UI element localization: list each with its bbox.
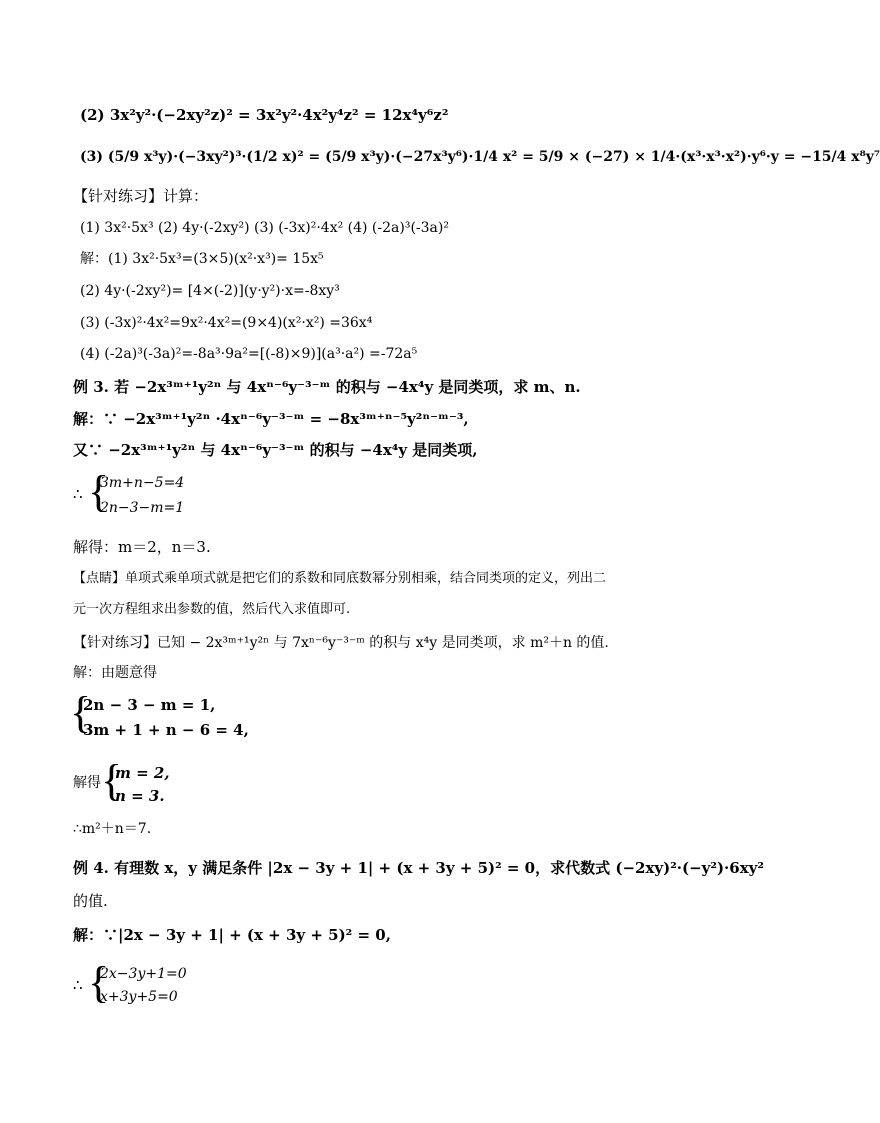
system-eq-2: x+3y+5=0 (100, 989, 178, 1005)
system-eq-1: 3m+n−5=4 (100, 475, 185, 491)
example-4-step-1: 解：∵|2x − 3y + 1| + (x + 3y + 5)² = 0, (73, 926, 391, 944)
practice-problems: (1) 3x²·5x³ (2) 4y·(-2xy²) (3) (-3x)²·4x² (4) (-2a)³(-3a)² (80, 220, 449, 236)
system-eq-1: 2n − 3 − m = 1, (83, 696, 216, 714)
system-brace: { (101, 756, 123, 805)
example-3-answer: 解得：m＝2，n＝3. (73, 538, 211, 556)
therefore-symbol: ∴ (73, 485, 83, 503)
system-eq-2: 3m + 1 + n − 6 = 4, (83, 721, 249, 739)
example-3-step-1: 解：∵ −2x³ᵐ⁺¹y²ⁿ ·4xⁿ⁻⁶y⁻³⁻ᵐ = −8x³ᵐ⁺ⁿ⁻⁵y²ⁿ⁻ᵐ⁻³, (73, 410, 469, 428)
solution-3: (3) (-3x)²·4x²=9x²·4x²=(9×4)(x²·x²) =36x⁴ (80, 315, 373, 331)
therefore-symbol: ∴ (73, 976, 83, 994)
system-brace: { (70, 688, 92, 737)
line-eq-3: (3) (5/9 x³y)·(−3xy²)³·(1/2 x)² = (5/9 x³y)·(−27x³y⁶)·1/4 x² = 5/9 × (−27) × 1/4·(x³·x³·x²)·y⁶·y = −15/4 x⁸y⁷ (80, 149, 880, 165)
example-3-title: 例 3. 若 −2x³ᵐ⁺¹y²ⁿ 与 4xⁿ⁻⁶y⁻³⁻ᵐ 的积与 −4x⁴y 是同类项，求 m、n. (73, 378, 581, 396)
system-brace: { (88, 467, 110, 516)
practice-2-question: 【针对练习】已知 − 2x³ᵐ⁺¹y²ⁿ 与 7xⁿ⁻⁶y⁻³⁻ᵐ 的积与 x⁴y 是同类项，求 m²＋n 的值. (73, 635, 609, 651)
example-3-step-2: 又∵ −2x³ᵐ⁺¹y²ⁿ 与 4xⁿ⁻⁶y⁻³⁻ᵐ 的积与 −4x⁴y 是同类项, (73, 441, 478, 459)
example-4-title-cont: 的值. (73, 892, 108, 910)
example-4-title: 例 4. 有理数 x，y 满足条件 |2x − 3y + 1| + (x + 3y + 5)² = 0，求代数式 (−2xy)²·(−y²)·6xy² (73, 859, 764, 877)
system-eq-1: 2x−3y+1=0 (100, 966, 187, 982)
solution-1: 解：(1) 3x²·5x³=(3×5)(x²·x³)= 15x⁵ (80, 251, 324, 267)
system-eq-2: 2n−3−m=1 (100, 500, 185, 516)
solution-m: m = 2, (115, 764, 170, 782)
practice-heading: 【针对练习】计算： (73, 187, 209, 205)
solve-label: 解得 (73, 775, 101, 791)
note-line-1: 【点睛】单项式乘单项式就是把它们的系数和同底数幂分别相乘，结合同类项的定义，列出二 (73, 571, 607, 586)
solution-4: (4) (-2a)³(-3a)²=-8a³·9a²=[(-8)×9)](a³·a²) =-72a⁵ (80, 346, 418, 362)
practice-2-answer: ∴m²＋n＝7. (73, 821, 152, 837)
line-eq-2: (2) 3x²y²·(−2xy²z)² = 3x²y²·4x²y⁴z² = 12x⁴y⁶z² (80, 106, 449, 124)
practice-2-intro: 解：由题意得 (73, 665, 157, 681)
note-line-2: 元一次方程组求出参数的值，然后代入求值即可. (73, 602, 351, 617)
solution-n: n = 3. (115, 787, 165, 805)
system-brace: { (88, 958, 110, 1007)
solution-2: (2) 4y·(-2xy²)= [4×(-2)](y·y²)·x=-8xy³ (80, 283, 340, 299)
